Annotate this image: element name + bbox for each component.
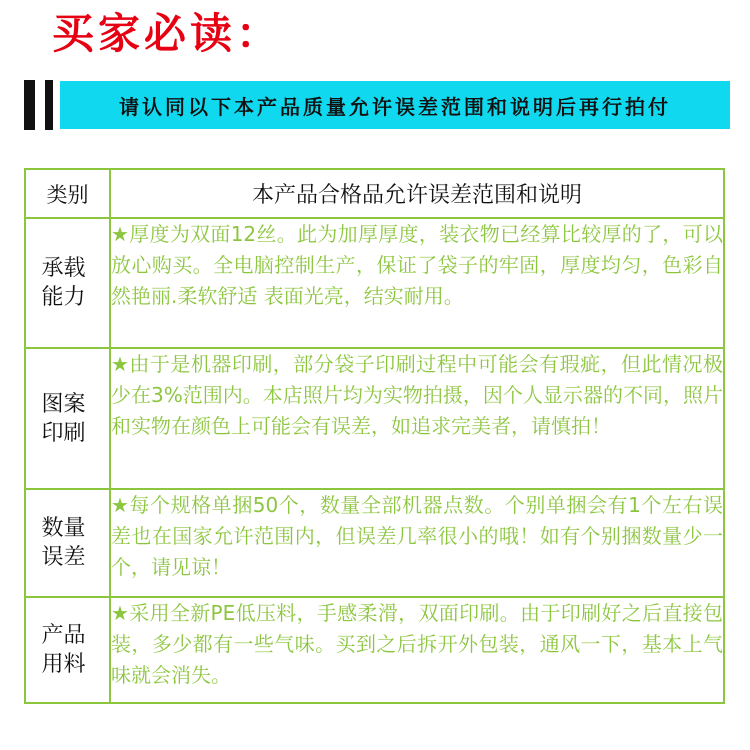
table-row <box>25 489 724 597</box>
table-row <box>25 597 724 703</box>
spec-table <box>24 168 725 704</box>
notice-banner-text: 请认同以下本产品质量允许误差范围和说明后再行拍付 <box>119 94 671 119</box>
decorative-bar-thin <box>45 80 53 130</box>
decorative-bar-thick <box>24 80 35 130</box>
table-header-row <box>25 169 724 218</box>
category-label: 图案印刷 <box>41 391 86 446</box>
description-cell: ★由于是机器印刷，部分袋子印刷过程中可能会有瑕疵，但此情况极少在3%范围内。本店照片均为实物拍摄，因个人显示器的不同，照片和实物在颜色上可能会有误差，如追求完美者，请慎拍！ <box>110 348 724 489</box>
category-cell <box>25 218 110 348</box>
page-title: 买家必读： <box>52 9 283 58</box>
category-cell <box>25 348 110 489</box>
notice-banner <box>60 81 730 129</box>
column-header-category: 类别 <box>25 169 110 218</box>
category-label: 数量误差 <box>41 516 86 570</box>
category-cell <box>25 489 110 597</box>
table-row <box>25 218 724 348</box>
category-cell <box>25 597 110 703</box>
description-cell: ★每个规格单捆50个，数量全部机器点数。个别单捆会有1个左右误差也在国家允许范围内，但误差几率很小的哦！如有个别捆数量少一个，请见谅！ <box>110 489 724 597</box>
category-label: 产品用料 <box>41 623 86 677</box>
table-row <box>25 348 724 489</box>
category-label: 承载能力 <box>41 256 86 310</box>
description-cell: ★厚度为双面12丝。此为加厚厚度，装衣物已经算比较厚的了，可以放心购买。全电脑控制生产，保证了袋子的牢固，厚度均匀，色彩自然艳丽.柔软舒适 表面光亮，结实耐用。 <box>110 218 724 348</box>
column-header-description: 本产品合格品允许误差范围和说明 <box>110 169 724 218</box>
description-cell: ★采用全新PE低压料，手感柔滑，双面印刷。由于印刷好之后直接包装，多少都有一些气味。买到之后拆开外包装，通风一下，基本上气味就会消失。 <box>110 597 724 703</box>
